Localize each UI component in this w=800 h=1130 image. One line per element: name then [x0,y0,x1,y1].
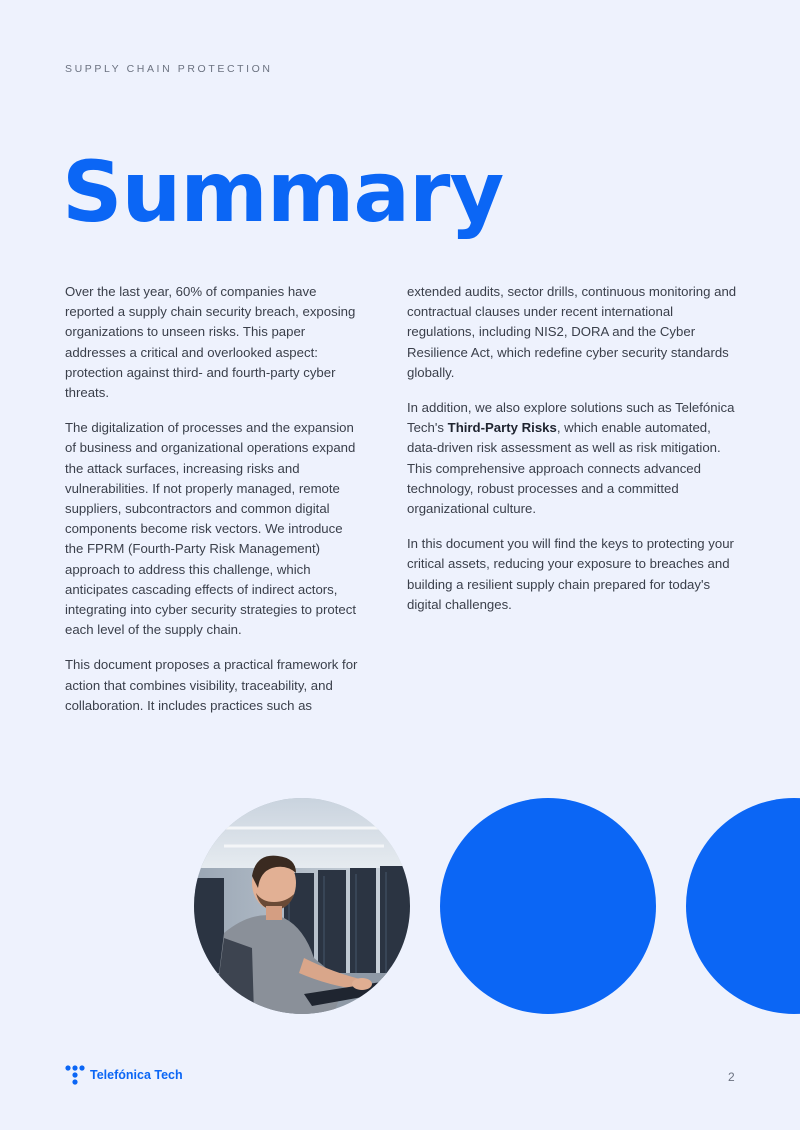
brand-logo [65,1064,183,1086]
technician-at-keyboard-photo [194,798,410,1014]
section-kicker: SUPPLY CHAIN PROTECTION [65,63,273,75]
decorative-circle [440,798,656,1014]
page-number: 2 [728,1070,735,1084]
paragraph-text: , which enable automated, data-driven risk assessment as well as risk mitigation. This comprehensive approach connects advanced technology, robust processes and a committed organizational culture. [407,420,721,517]
body-column-left [65,282,360,731]
paragraph: extended audits, sector drills, continuous monitoring and contractual clauses under recent international regulations, including NIS2, DORA and the Cyber Resilience Act, which redefine cyber security standards globally. [407,284,737,380]
paragraph: This document proposes a practical framework for action that combines visibility, traceability, and collaboration. It includes practices such as [65,657,358,713]
paragraph [407,398,742,519]
telefonica-dots-icon [65,1064,87,1086]
page-title: Summary [62,143,504,241]
body-column-right [407,282,742,630]
paragraph-text: In addition, we also explore solutions such as Telefónica Tech's [407,400,735,436]
paragraph: In this document you will find the keys to protecting your critical assets, reducing your exposure to breaches and building a resilient supply chain prepared for today's digital challenges. [407,536,734,612]
decorative-circle [686,798,800,1014]
brand-name: Telefónica Tech [90,1068,183,1082]
paragraph: Over the last year, 60% of companies have reported a supply chain security breach, exposing organizations to unseen risks. This paper addresses a critical and overlooked aspect: protection against third- and fourth-party cyber threats. [65,284,356,401]
paragraph: The digitalization of processes and the expansion of business and organizational operations expand the attack surfaces, increasing risks and vulnerabilities. If not properly managed, remote suppliers, subcontractors and common digital components become risk vectors. We introduce the FPRM (Fourth-Party Risk Management) approach to address this challenge, which anticipates cascading effects of indirect actors, integrating into cyber security strategies to protect each level of the supply chain. [65,420,357,638]
technician-photo [194,798,410,1014]
product-name: Third-Party Risks [447,420,557,436]
